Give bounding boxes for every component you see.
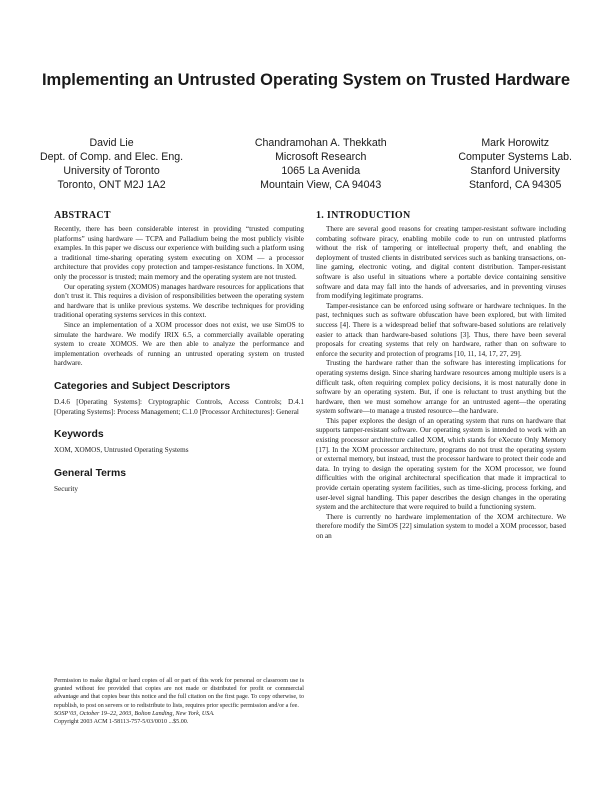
author-2 xyxy=(255,136,387,192)
intro-paragraph: There are several good reasons for creating tamper-resistant software including combating software piracy, enabling mobile code to run on untrusted platforms without the risk of tampering or intellectual property theft, and enabling the deployment of trusted clients in distributed services such as banking transactions, on-line gaming, electronic voting, and digital content distribution. Tamper-resistant software is also useful in situations where a portable device containing sensitive software and data may fall into the hands of adversaries, and in preventing viruses from modifying legitimate programs. xyxy=(316,225,566,301)
author-block xyxy=(40,136,572,192)
intro-paragraph: Trusting the hardware rather than the software has interesting implications for operating systems design. Since sharing hardware resources among multiple users is a difficult task, often requiring complex policy decisions, it is most naturally done in software by an operating system. But, if one is reluctant to trust anything but the hardware, then we must somehow arrange for an untrusted agent—the operating system software—to manage a trusted resource—the hardware. xyxy=(316,359,566,416)
paper-title: Implementing an Untrusted Operating System on Trusted Hardware xyxy=(41,71,571,89)
author-affiliation: Computer Systems Lab. xyxy=(458,151,572,163)
author-address: Stanford, CA 94305 xyxy=(468,179,562,191)
copyright-line: Copyright 2003 ACM 1-58113-757-5/03/0010 ...$5.00. xyxy=(54,719,189,726)
author-address: Toronto, ONT M2J 1A2 xyxy=(57,179,166,191)
categories-heading: Categories and Subject Descriptors xyxy=(54,380,231,392)
author-name: Mark Horowitz xyxy=(481,137,550,149)
intro-paragraph: This paper explores the design of an operating system that runs on hardware that supports tamper-resistant software. Our operating system is intended to work with an existing processor architecture called XOM, which stands for eXecute Only Memory [17]. In the XOM processor architecture, programs do not trust the operating system or external memory, but instead, trust the processor hardware to protect their code and data. In trying to design the operating system for the XOM processor, we found difficulties with the original architectural specification that made it impractical to provide certain operating system facilities, such as time-slicing, process forking, and user-level signal handling. This paper describes the design changes in the operating system and the architecture that were required to build a functioning system. xyxy=(316,416,566,512)
introduction-heading: 1. INTRODUCTION xyxy=(316,210,411,221)
author-1 xyxy=(40,136,183,192)
permission-text: Permission to make digital or hard copies of all or part of this work for personal or classroom use is granted without fee provided that copies are not made or distributed for profit or commercial advantage and that copies bear this notice and the full citation on the first page. To copy otherwise, to republish, to post on servers or to redistribute to lists, requires prior specific permission and/or a fee. xyxy=(54,678,304,709)
general-terms-text: Security xyxy=(54,484,78,493)
keywords-heading: Keywords xyxy=(54,429,104,441)
left-column xyxy=(54,210,304,494)
keywords-text: XOM, XOMOS, Untrusted Operating Systems xyxy=(54,446,189,455)
author-affiliation: Dept. of Comp. and Elec. Eng. xyxy=(40,151,184,163)
general-terms-heading: General Terms xyxy=(54,467,126,479)
author-org: University of Toronto xyxy=(63,165,160,177)
author-affiliation: Microsoft Research xyxy=(275,151,367,163)
author-org: 1065 La Avenida xyxy=(281,165,361,177)
abstract-paragraph: Our operating system (XOMOS) manages hardware resources for applications that don’t trust it. This requires a division of responsibilities between the operating system and hardware that is unlike previous systems. We describe techniques for providing traditional operating systems services in this context. xyxy=(54,282,304,320)
venue-line: SOSP’03, October 19–22, 2003, Bolton Landing, New York, USA. xyxy=(54,710,215,717)
author-address: Mountain View, CA 94043 xyxy=(260,179,382,191)
permission-notice xyxy=(54,677,304,726)
intro-paragraph: There is currently no hardware implementation of the XOM architecture. We therefore modify the SimOS [22] simulation system to model a XOM processor, based on an xyxy=(316,512,566,540)
author-org: Stanford University xyxy=(470,165,560,177)
abstract-paragraph: Since an implementation of a XOM processor does not exist, we use SimOS to simulate the hardware. We modify IRIX 6.5, a commercially available operating system to create XOMOS. We are then able to analyze the performance and implementation overheads of running an untrusted operating system on trusted hardware. xyxy=(54,320,304,368)
author-3 xyxy=(458,136,572,192)
categories-text: D.4.6 [Operating Systems]: Cryptographic Controls, Access Controls; D.4.1 [Operating Systems]: Process Management; C.1.0 [Processor Architectures]: General xyxy=(54,397,304,416)
intro-paragraph: Tamper-resistance can be enforced using software or hardware techniques. In the past, techniques such as software obfuscation have been explored, but with limited success [4]. There is a widespread belief that software-based solutions are relatively easier to attack than hardware-based solutions [3]. Thus, there have been several proposals for creating systems that rely on hardware, rather than on software to enforce the security and protection of programs [10, 11, 14, 17, 27, 29]. xyxy=(316,301,566,358)
abstract-paragraph: Recently, there has been considerable interest in providing “trusted computing platforms” using hardware — TCPA and Palladium being the most publicly visible examples. In this paper we discuss our experience with building such a platform using a traditional time-sharing operating system executing on XOM — a processor architecture that provides copy protection and tamper-resistance functions. In XOM, only the processor is trusted; main memory and the operating system are not trusted. xyxy=(54,225,304,281)
author-name: David Lie xyxy=(89,137,134,149)
abstract-heading: ABSTRACT xyxy=(54,210,111,221)
right-column xyxy=(316,210,566,542)
author-name: Chandramohan A. Thekkath xyxy=(254,137,387,149)
